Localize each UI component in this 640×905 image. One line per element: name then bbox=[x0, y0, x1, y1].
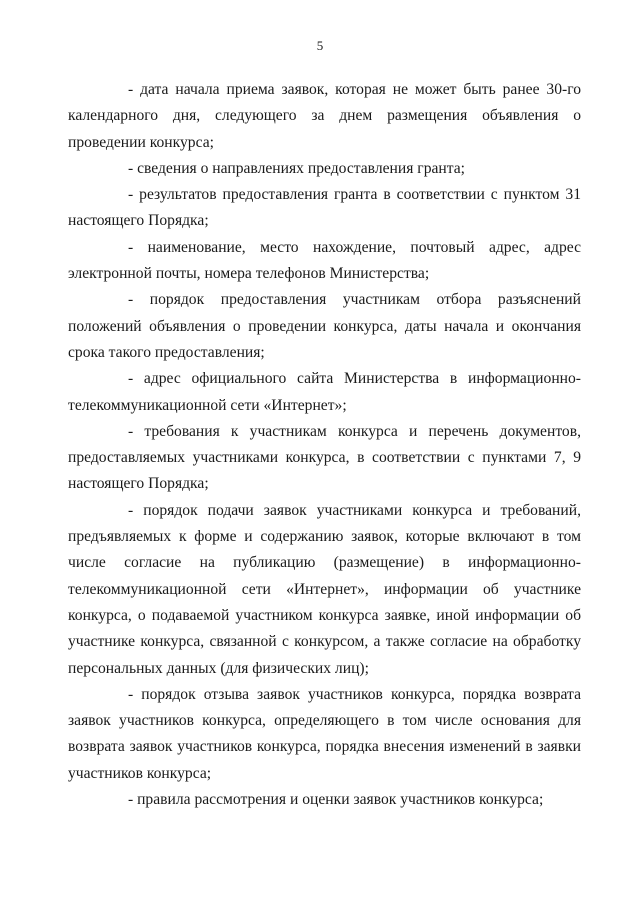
paragraph-application-withdrawal: - порядок отзыва заявок участников конкурса, порядка возврата заявок участников конкурса, определяющего в том числе основания для возврата заявок участников конкурса, порядка внесения изменений в заявки участников конкурса; bbox=[68, 685, 581, 782]
paragraph-official-website: - адрес официального сайта Министерства в информационно-телекоммуникационной сети «Интернет»; bbox=[68, 370, 581, 414]
page-number: 5 bbox=[316, 38, 324, 53]
paragraph-ministry-contacts: - наименование, место нахождение, почтовый адрес, адрес электронной почты, номера телефонов Министерства; bbox=[68, 238, 581, 283]
paragraph-participant-requirements: - требования к участникам конкурса и перечень документов, предоставляемых участниками конкурса, в соответствии с пунктами 7, 9 настоящего Порядка; bbox=[68, 422, 581, 493]
document-body bbox=[68, 77, 581, 813]
paragraph-application-submission: - порядок подачи заявок участниками конкурса и требований, предъявляемых к форме и содержанию заявок, которые включают в том числе согласие на публикацию (размещение) в информационно-телекоммуникационной сети «Интернет», информации об участнике конкурса, о подаваемой участником конкурса заявке, иной информации об участнике конкурса, связанной с конкурсом, а также согласие на обработку персональных данных (для физических лиц); bbox=[68, 501, 581, 677]
paragraph-grant-directions: - сведения о направлениях предоставления гранта; bbox=[128, 159, 466, 177]
paragraph-evaluation-rules: - правила рассмотрения и оценки заявок участников конкурса; bbox=[128, 791, 544, 809]
paragraph-clarifications-procedure: - порядок предоставления участникам отбора разъяснений положений объявления о проведении конкурса, даты начала и окончания срока такого предоставления; bbox=[68, 291, 581, 361]
paragraph-application-start-date: - дата начала приема заявок, которая не может быть ранее 30-го календарного дня, следующего за днем размещения объявления о проведении конкурса; bbox=[68, 81, 581, 151]
paragraph-grant-results: - результатов предоставления гранта в соответствии с пунктом 31 настоящего Порядка; bbox=[68, 186, 581, 230]
